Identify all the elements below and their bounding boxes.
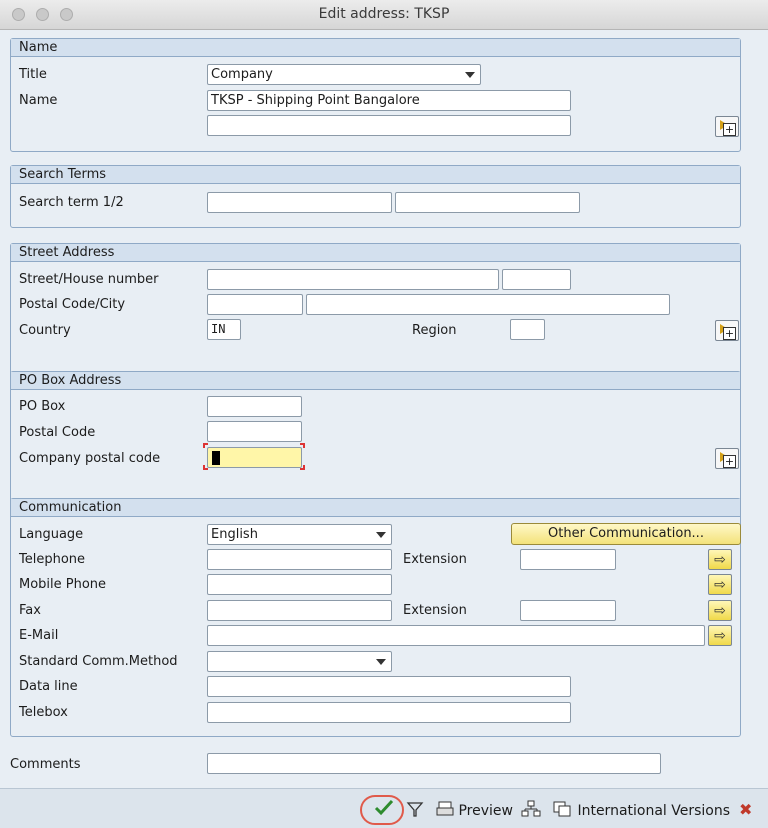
pobox-postal-input[interactable]	[207, 421, 302, 442]
fax-input[interactable]	[207, 600, 392, 621]
telebox-input[interactable]	[207, 702, 571, 723]
preview-label: Preview	[458, 803, 513, 819]
pobox-group-header: PO Box Address	[11, 372, 740, 390]
std-comm-dropdown[interactable]	[207, 651, 392, 672]
mobile-input[interactable]	[207, 574, 392, 595]
international-versions-label: International Versions	[577, 803, 731, 819]
search-group-header: Search Terms	[11, 166, 740, 184]
title-dropdown[interactable]	[207, 64, 481, 85]
dialog-footer	[0, 788, 768, 828]
house-number-input[interactable]	[502, 269, 571, 290]
chevron-down-icon	[376, 532, 386, 538]
dialog-content	[0, 30, 768, 788]
comments-label: Comments	[10, 757, 81, 772]
mobile-label: Mobile Phone	[19, 577, 107, 592]
window-titlebar	[0, 0, 768, 30]
confirm-button[interactable]	[374, 798, 394, 818]
text-cursor	[212, 451, 220, 465]
company-postal-input[interactable]	[207, 447, 302, 468]
cancel-button[interactable]	[739, 800, 752, 820]
language-dropdown[interactable]	[207, 524, 392, 545]
focus-corner	[203, 465, 208, 470]
communication-group-header: Communication	[11, 499, 740, 517]
focus-corner	[203, 443, 208, 448]
filter-button[interactable]	[406, 800, 424, 820]
fax-extension-input[interactable]	[520, 600, 616, 621]
filter-icon	[406, 800, 424, 818]
search-term-1-input[interactable]	[207, 192, 392, 213]
international-versions-button[interactable]	[553, 800, 730, 820]
email-label: E-Mail	[19, 628, 59, 643]
pobox-group	[10, 371, 741, 513]
name-input[interactable]: TKSP - Shipping Point Bangalore	[207, 90, 571, 111]
name-label: Name	[19, 93, 58, 108]
preview-button[interactable]	[436, 800, 513, 820]
checkmark-icon	[374, 798, 394, 816]
dataline-input[interactable]	[207, 676, 571, 697]
focus-corner	[300, 465, 305, 470]
company-postal-label: Company postal code	[19, 451, 161, 466]
region-input[interactable]	[510, 319, 545, 340]
fax-details-button[interactable]	[708, 600, 732, 621]
search-term-label: Search term 1/2	[19, 195, 124, 210]
name-group-header: Name	[11, 39, 740, 57]
telephone-details-button[interactable]	[708, 549, 732, 570]
email-details-button[interactable]	[708, 625, 732, 646]
close-icon: ✖	[739, 800, 753, 819]
language-value: English	[211, 527, 258, 542]
pobox-input[interactable]	[207, 396, 302, 417]
email-input[interactable]	[207, 625, 705, 646]
region-label: Region	[412, 323, 457, 338]
name2-input[interactable]	[207, 115, 571, 136]
telephone-extension-label: Extension	[403, 552, 467, 567]
organization-button[interactable]	[521, 800, 541, 820]
street-label: Street/House number	[19, 272, 159, 287]
more-fields-icon[interactable]	[715, 116, 739, 137]
chevron-down-icon	[376, 659, 386, 665]
fax-extension-label: Extension	[403, 603, 467, 618]
arrow-right-icon: ⇨	[714, 602, 726, 619]
arrow-right-icon: ⇨	[714, 627, 726, 644]
pobox-postal-label: Postal Code	[19, 425, 96, 440]
title-label: Title	[19, 67, 47, 82]
city-input[interactable]	[306, 294, 670, 315]
telephone-extension-input[interactable]	[520, 549, 616, 570]
telephone-label: Telephone	[19, 552, 86, 567]
hierarchy-icon	[521, 800, 541, 818]
fax-label: Fax	[19, 603, 41, 618]
chevron-down-icon	[465, 72, 475, 78]
title-value: Company	[211, 67, 273, 82]
focus-corner	[300, 443, 305, 448]
country-input[interactable]: IN	[207, 319, 241, 340]
language-label: Language	[19, 527, 84, 542]
more-fields-icon[interactable]	[715, 320, 739, 341]
search-term-2-input[interactable]	[395, 192, 580, 213]
copy-versions-icon	[553, 800, 573, 818]
arrow-right-icon: ⇨	[714, 576, 726, 593]
mobile-details-button[interactable]	[708, 574, 732, 595]
telephone-input[interactable]	[207, 549, 392, 570]
arrow-right-icon: ⇨	[714, 551, 726, 568]
postal-city-label: Postal Code/City	[19, 297, 126, 312]
comments-input[interactable]	[207, 753, 661, 774]
more-fields-icon[interactable]	[715, 448, 739, 469]
other-communication-button[interactable]: Other Communication...	[511, 523, 741, 545]
street-group-header: Street Address	[11, 244, 740, 262]
dataline-label: Data line	[19, 679, 78, 694]
pobox-label: PO Box	[19, 399, 66, 414]
printer-icon	[436, 800, 454, 818]
country-label: Country	[19, 323, 71, 338]
std-comm-label: Standard Comm.Method	[19, 654, 178, 669]
telebox-label: Telebox	[19, 705, 68, 720]
street-input[interactable]	[207, 269, 499, 290]
postal-code-input[interactable]	[207, 294, 303, 315]
window-title: Edit address: TKSP	[318, 6, 450, 22]
